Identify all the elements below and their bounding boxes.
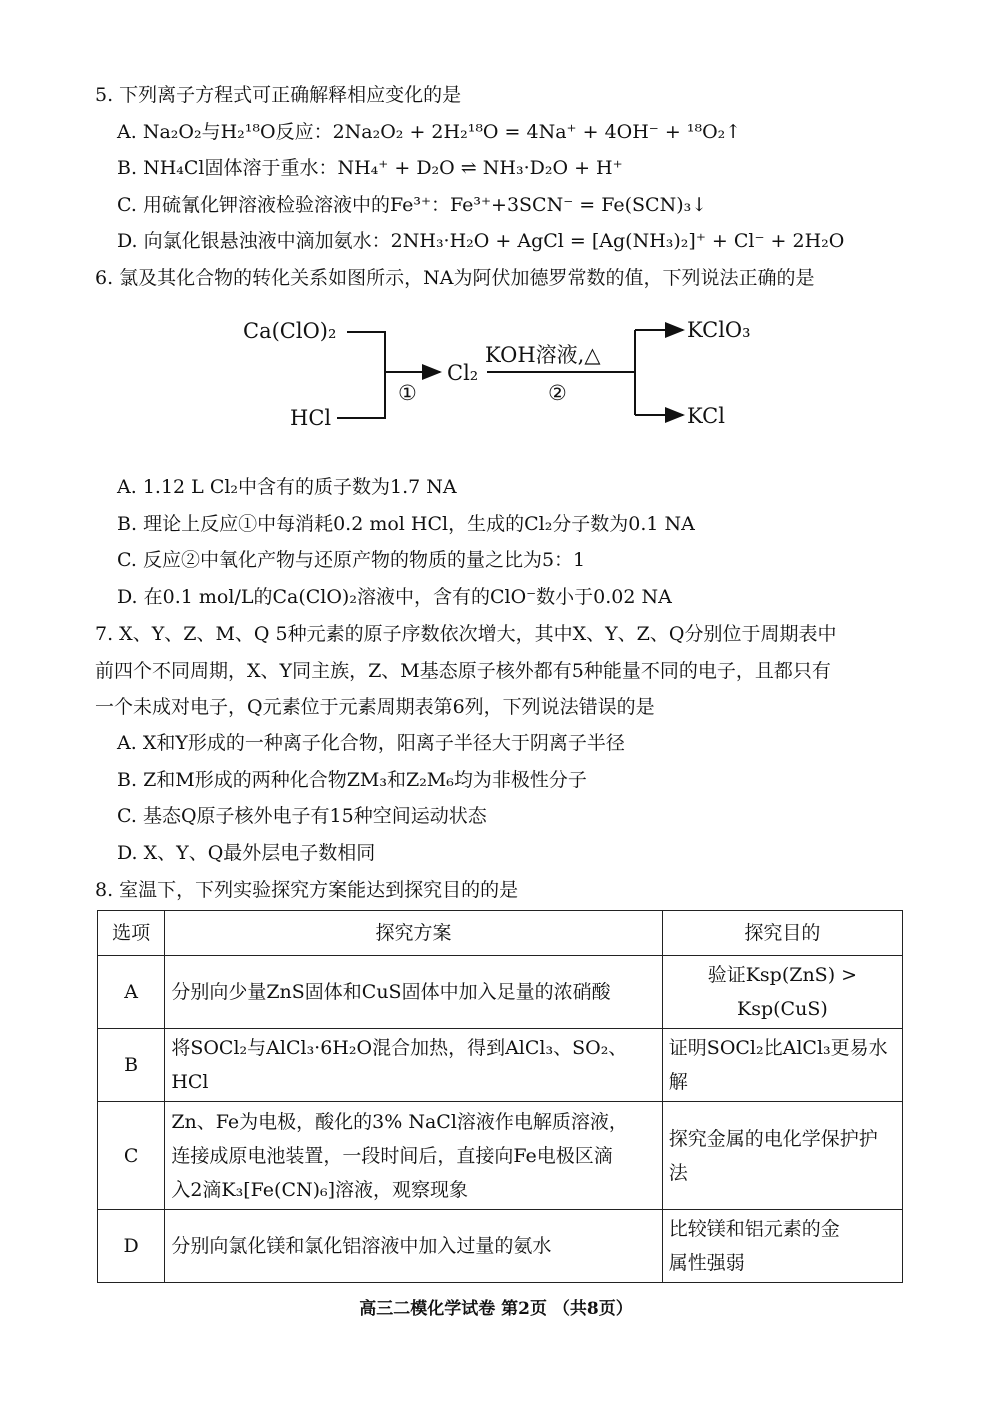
option-letter: B. <box>117 513 138 535</box>
row-goal <box>662 1102 902 1210</box>
option-letter: B. <box>117 157 138 179</box>
page-footer: 高三二模化学试卷 第2页 （共8页） <box>359 1299 633 1319</box>
q5-stem: 5. 下列离子方程式可正确解释相应变化的是 <box>95 84 462 106</box>
plan-line: 入2滴K₃[Fe(CN)₆]溶液，观察现象 <box>171 1178 469 1201</box>
option-letter: A. <box>117 121 137 143</box>
q6-stem: 6. 氯及其化合物的转化关系如图所示，NA为阿伏加德罗常数的值，下列说法正确的是 <box>95 267 815 289</box>
row-goal <box>662 1210 902 1283</box>
plan-line: Zn、Fe为电极，酸化的3% NaCl溶液作电解质溶液， <box>171 1110 628 1133</box>
goal-line: 证明SOCl₂比AlCl₃更易水 <box>668 1037 888 1059</box>
plan-line: 分别向少量ZnS固体和CuS固体中加入足量的浓硝酸 <box>171 981 611 1003</box>
goal-line: 比较镁和铝元素的金 <box>668 1218 840 1240</box>
row-goal <box>662 1029 902 1102</box>
row-goal <box>662 956 902 1029</box>
q6-option-c <box>117 548 585 572</box>
goal-line: 验证Ksp(ZnS) > Ksp(CuS) <box>707 964 858 1020</box>
header-plan: 探究方案 <box>165 911 662 956</box>
reactant-caclo2: Ca(ClO)₂ <box>243 319 337 343</box>
goal-line: 探究金属的电化学保护护 <box>668 1127 878 1150</box>
option-letter: D. <box>117 842 138 864</box>
row-option: C <box>98 1102 165 1210</box>
option-letter: B. <box>117 769 138 791</box>
q6-option-b <box>117 512 695 536</box>
row-option: A <box>98 956 165 1029</box>
row-plan <box>165 1210 662 1283</box>
option-text: 反应②中氧化产物与还原产物的物质的量之比为5：1 <box>142 549 586 571</box>
option-text: Z和M形成的两种化合物ZM₃和Z₂M₆均为非极性分子 <box>143 769 587 791</box>
option-letter: A. <box>117 476 137 498</box>
goal-line: 解 <box>668 1071 688 1093</box>
experiment-table <box>97 910 903 1283</box>
option-letter: D. <box>117 230 138 252</box>
option-text: Na₂O₂与H₂¹⁸O反应：2Na₂O₂ + 2H₂¹⁸O = 4Na⁺ + 4OH⁻ + ¹⁸O₂↑ <box>142 121 742 143</box>
q7-option-c <box>117 804 487 828</box>
goal-line: 法 <box>668 1161 688 1184</box>
q6-option-d <box>117 585 672 609</box>
header-goal: 探究目的 <box>662 911 902 956</box>
row-option: D <box>98 1210 165 1283</box>
option-letter: C. <box>117 194 137 216</box>
option-text: X和Y形成的一种离子化合物，阳离子半径大于阴离子半径 <box>142 732 625 754</box>
option-letter: C. <box>117 805 137 827</box>
option-text: NH₄Cl固体溶于重水：NH₄⁺ + D₂O ⇌ NH₃·D₂O + H⁺ <box>143 157 623 179</box>
option-text: 基态Q原子核外电子有15种空间运动状态 <box>142 805 487 827</box>
option-text: 1.12 L Cl₂中含有的质子数为1.7 NA <box>142 476 457 498</box>
option-text: 理论上反应①中每消耗0.2 mol HCl，生成的Cl₂分子数为0.1 NA <box>143 513 695 535</box>
merge-bracket <box>337 332 385 418</box>
table-row <box>98 1102 903 1210</box>
q7-stem-line-1: 7. X、Y、Z、M、Q 5种元素的原子序数依次增大，其中X、Y、Z、Q分别位于周期表中 <box>95 623 837 645</box>
q7-stem-line-2: 前四个不同周期，X、Y同主族，Z、M基态原子核外都有5种能量不同的电子，且都只有 <box>95 660 831 682</box>
q7-option-b <box>117 768 587 792</box>
option-text: 向氯化银悬浊液中滴加氨水：2NH₃·H₂O + AgCl = [Ag(NH₃)₂]⁺ + Cl⁻ + 2H₂O <box>143 230 845 252</box>
q5-option-d <box>117 229 844 253</box>
table-row <box>98 1029 903 1102</box>
row-plan <box>165 1102 662 1210</box>
table-row <box>98 956 903 1029</box>
header-option: 选项 <box>98 911 165 956</box>
q7-stem-line-3: 一个未成对电子，Q元素位于元素周期表第6列，下列说法错误的是 <box>95 696 655 718</box>
option-letter: C. <box>117 549 137 571</box>
table-header-row <box>98 911 903 956</box>
q5-option-b <box>117 156 623 180</box>
plan-line: 连接成原电池装置，一段时间后，直接向Fe电极区滴 <box>171 1144 613 1167</box>
row-option: B <box>98 1029 165 1102</box>
table-row <box>98 1210 903 1283</box>
option-text: 用硫氰化钾溶液检验溶液中的Fe³⁺：Fe³⁺+3SCN⁻ = Fe(SCN)₃↓ <box>142 194 708 216</box>
step1-label: ① <box>398 381 417 405</box>
q7-option-d <box>117 841 375 865</box>
reaction-condition: KOH溶液,△ <box>485 343 601 367</box>
option-letter: D. <box>117 586 138 608</box>
q6-option-a <box>117 475 457 499</box>
row-plan <box>165 956 662 1029</box>
product-kcl: KCl <box>687 404 725 428</box>
row-plan <box>165 1029 662 1102</box>
plan-line: 将SOCl₂与AlCl₃·6H₂O混合加热，得到AlCl₃、SO₂、HCl <box>171 1037 628 1093</box>
option-text: X、Y、Q最外层电子数相同 <box>143 842 376 864</box>
plan-line: 分别向氯化镁和氯化铝溶液中加入过量的氨水 <box>171 1235 552 1257</box>
q5-option-c <box>117 193 707 217</box>
step2-label: ② <box>548 381 567 405</box>
intermediate-cl2: Cl₂ <box>447 361 479 385</box>
option-text: 在0.1 mol/L的Ca(ClO)₂溶液中，含有的ClO⁻数小于0.02 NA <box>143 586 672 608</box>
goal-line: 属性强弱 <box>668 1252 745 1274</box>
reactant-hcl: HCl <box>290 406 332 430</box>
product-kclo3: KClO₃ <box>687 318 751 342</box>
q8-stem: 8. 室温下，下列实验探究方案能达到探究目的的是 <box>95 879 519 901</box>
reaction-diagram <box>235 300 795 440</box>
option-letter: A. <box>117 732 137 754</box>
q7-option-a <box>117 731 625 755</box>
q5-option-a <box>117 120 741 144</box>
